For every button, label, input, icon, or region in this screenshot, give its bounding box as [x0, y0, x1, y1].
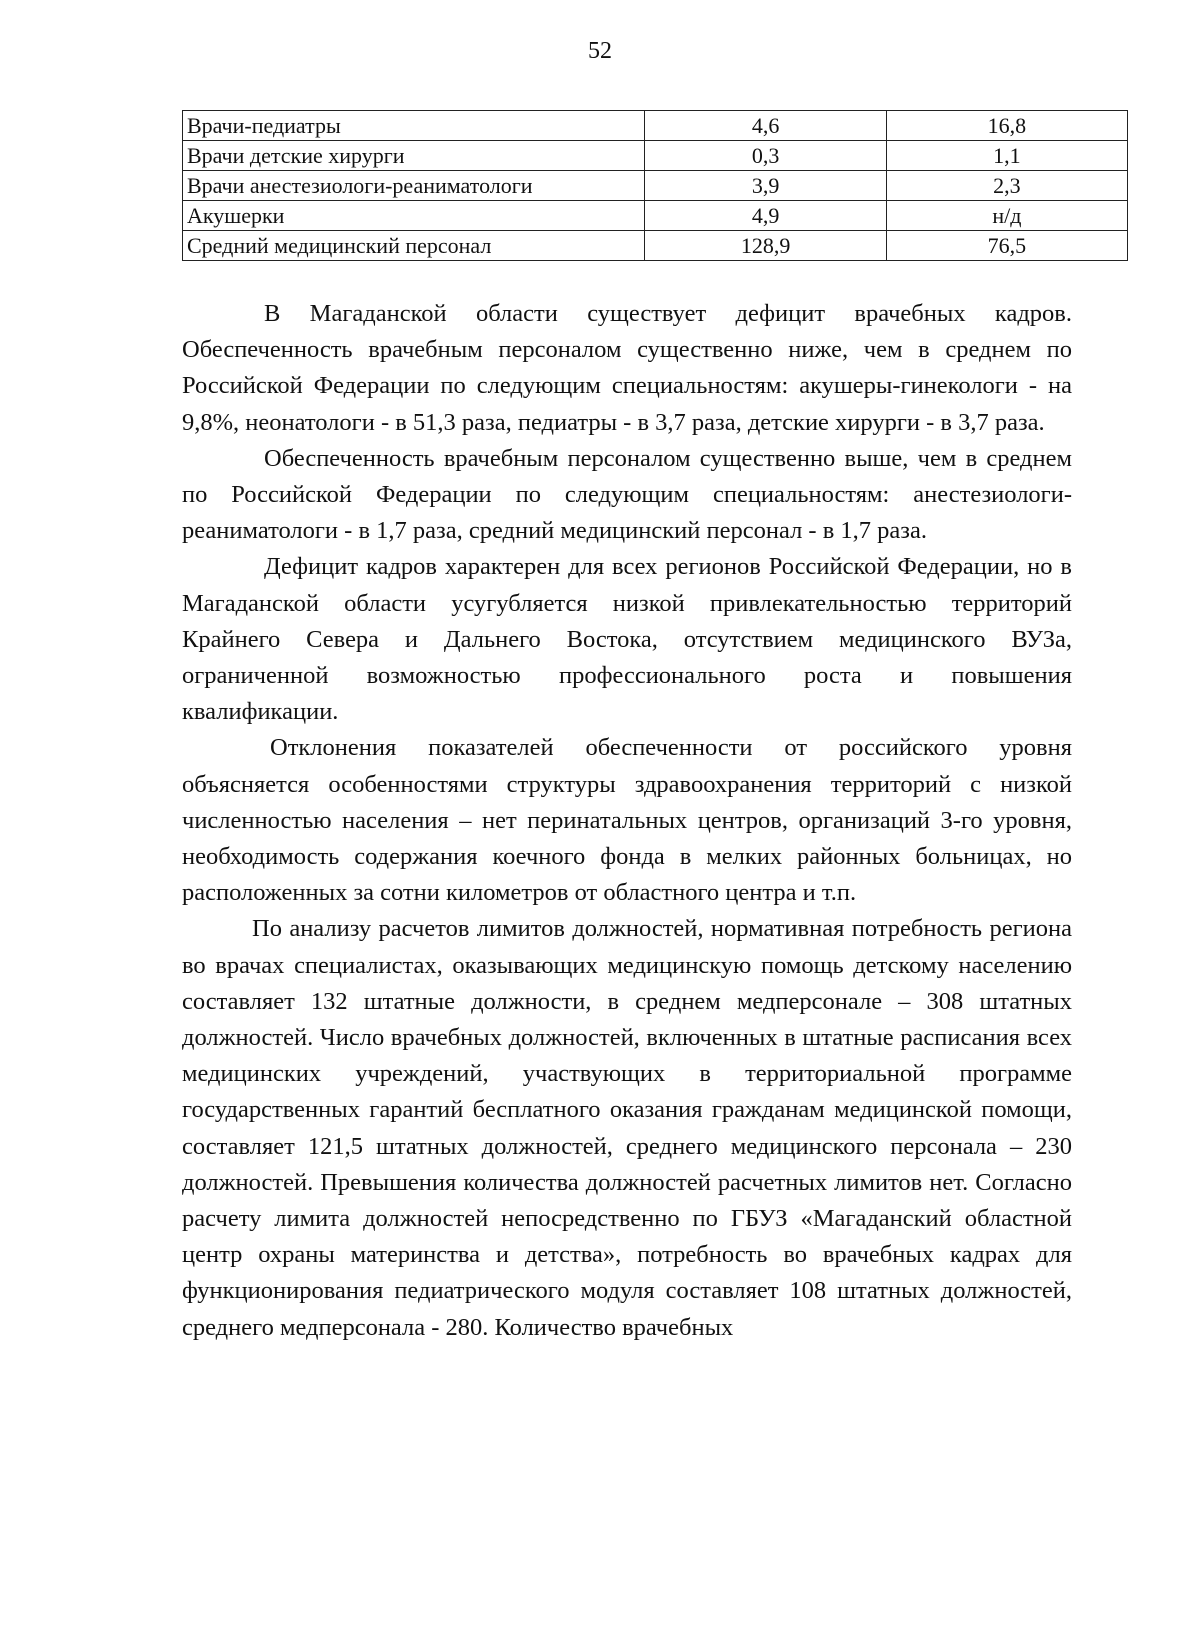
- paragraph: Отклонения показателей обеспеченности от российского уровня объясняется особенностями структуры здравоохранения территорий с низкой численностью населения – нет перинатальных центров, организаций 3-го уровня, необходимость содержания коечного фонда в мелких районных больницах, но расположенных за сотни километров от областного центра и т.п.: [182, 734, 1072, 907]
- table-cell-value: 3,9: [645, 171, 886, 201]
- table-row: [183, 111, 1128, 141]
- table-cell-name: Врачи детские хирурги: [183, 141, 645, 171]
- paragraph: Дефицит кадров характерен для всех регионов Российской Федерации, но в Магаданской области усугубляется низкой привлекательностью территорий Крайнего Севера и Дальнего Востока, отсутствием медицинского ВУЗа, ограниченной возможностью профессионального роста и повышения квалификации.: [182, 553, 1072, 726]
- table-cell-value: н/д: [886, 201, 1127, 231]
- table-row: [183, 141, 1128, 171]
- paragraph: В Магаданской области существует дефицит врачебных кадров. Обеспеченность врачебным персоналом существенно ниже, чем в среднем по Российской Федерации по следующим специальностям: акушеры-гинекологи - на 9,8%, неонатологи - в 51,3 раза, педиатры - в 3,7 раза, детские хирурги - в 3,7 раза.: [182, 300, 1072, 436]
- body-text: [182, 296, 1072, 1346]
- table-cell-value: 0,3: [645, 141, 886, 171]
- table-cell-value: 4,9: [645, 201, 886, 231]
- table-cell-name: Врачи анестезиологи-реаниматологи: [183, 171, 645, 201]
- table-cell-value: 1,1: [886, 141, 1127, 171]
- table-cell-value: 4,6: [645, 111, 886, 141]
- table-cell-value: 16,8: [886, 111, 1127, 141]
- paragraph: Обеспеченность врачебным персоналом существенно выше, чем в среднем по Российской Федерации по следующим специальностям: анестезиологи-реаниматологи - в 1,7 раза, средний медицинский персонал - в 1,7 раза.: [182, 444, 1072, 545]
- table-cell-name: Врачи-педиатры: [183, 111, 645, 141]
- table-row: [183, 171, 1128, 201]
- table-cell-value: 128,9: [645, 231, 886, 261]
- page-number: 52: [588, 38, 612, 64]
- table-cell-value: 76,5: [886, 231, 1127, 261]
- table-cell-value: 2,3: [886, 171, 1127, 201]
- paragraph: По анализу расчетов лимитов должностей, нормативная потребность региона во врачах специалистах, оказывающих медицинскую помощь детскому населению составляет 132 штатные должности, в среднем медперсонале – 308 штатных должностей. Число врачебных должностей, включенных в штатные расписания всех медицинских учреждений, участвующих в территориальной программе государственных гарантий бесплатного оказания гражданам медицинской помощи, составляет 121,5 штатных должностей, среднего медицинского персонала – 230 должностей. Превышения количества должностей расчетных лимитов нет. Согласно расчету лимита должностей непосредственно по ГБУЗ «Магаданский областной центр охраны материнства и детства», потребность во врачебных кадрах для функционирования педиатрического модуля составляет 108 штатных должностей, среднего медперсонала - 280. Количество врачебных: [182, 915, 1072, 1341]
- table-row: [183, 201, 1128, 231]
- table-row: [183, 231, 1128, 261]
- table-cell-name: Средний медицинский персонал: [183, 231, 645, 261]
- table-cell-name: Акушерки: [183, 201, 645, 231]
- staffing-table: [182, 110, 1128, 261]
